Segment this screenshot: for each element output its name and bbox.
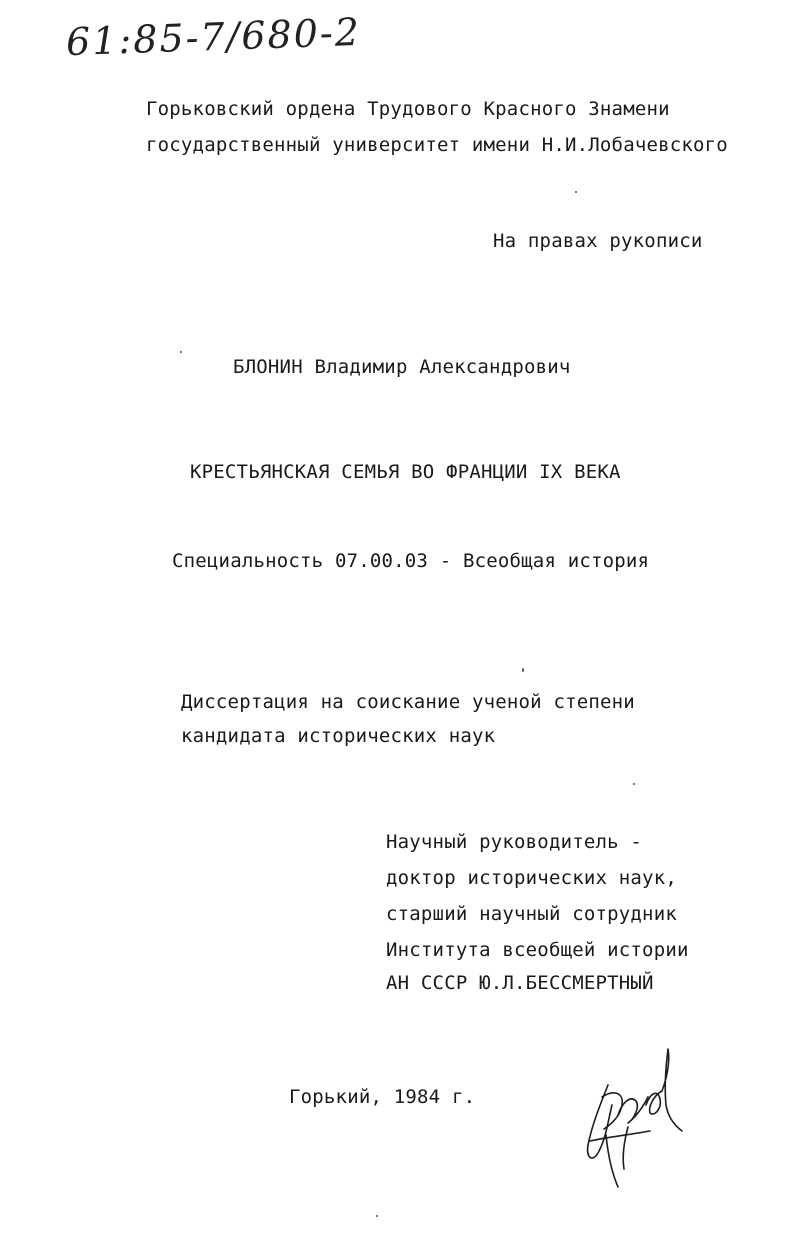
supervisor-line-3: старший научный сотрудник bbox=[386, 903, 677, 925]
place-year: Горький, 1984 г. bbox=[289, 1086, 476, 1108]
institution-line-1: Горьковский ордена Трудового Красного Знамени bbox=[146, 98, 670, 120]
archive-code: 61:85-7/680-2 bbox=[65, 9, 362, 65]
author-name: БЛОНИН Владимир Александрович bbox=[233, 356, 571, 378]
institution-line-2: государственный университет имени Н.И.Лобачевского bbox=[146, 134, 728, 156]
specialty: Специальность 07.00.03 - Всеобщая история bbox=[172, 550, 650, 572]
supervisor-line-1: Научный руководитель - bbox=[386, 831, 643, 853]
supervisor-line-2: доктор исторических наук, bbox=[386, 867, 677, 889]
supervisor-line-4: Института всеобщей истории bbox=[386, 939, 689, 961]
scan-speck bbox=[522, 668, 524, 672]
dissertation-line-2: кандидата исторических наук bbox=[181, 725, 496, 747]
scan-speck bbox=[180, 351, 182, 353]
dissertation-title: КРЕСТЬЯНСКАЯ СЕМЬЯ ВО ФРАНЦИИ IX ВЕКА bbox=[190, 461, 621, 483]
manuscript-rights: На правах рукописи bbox=[493, 230, 703, 252]
scan-speck bbox=[376, 1215, 378, 1217]
scan-speck bbox=[633, 783, 635, 785]
dissertation-line-1: Диссертация на соискание ученой степени bbox=[181, 691, 635, 713]
supervisor-line-5: АН СССР Ю.Л.БЕССМЕРТНЫЙ bbox=[386, 972, 654, 994]
scan-speck bbox=[575, 191, 577, 193]
signature bbox=[578, 1045, 688, 1195]
